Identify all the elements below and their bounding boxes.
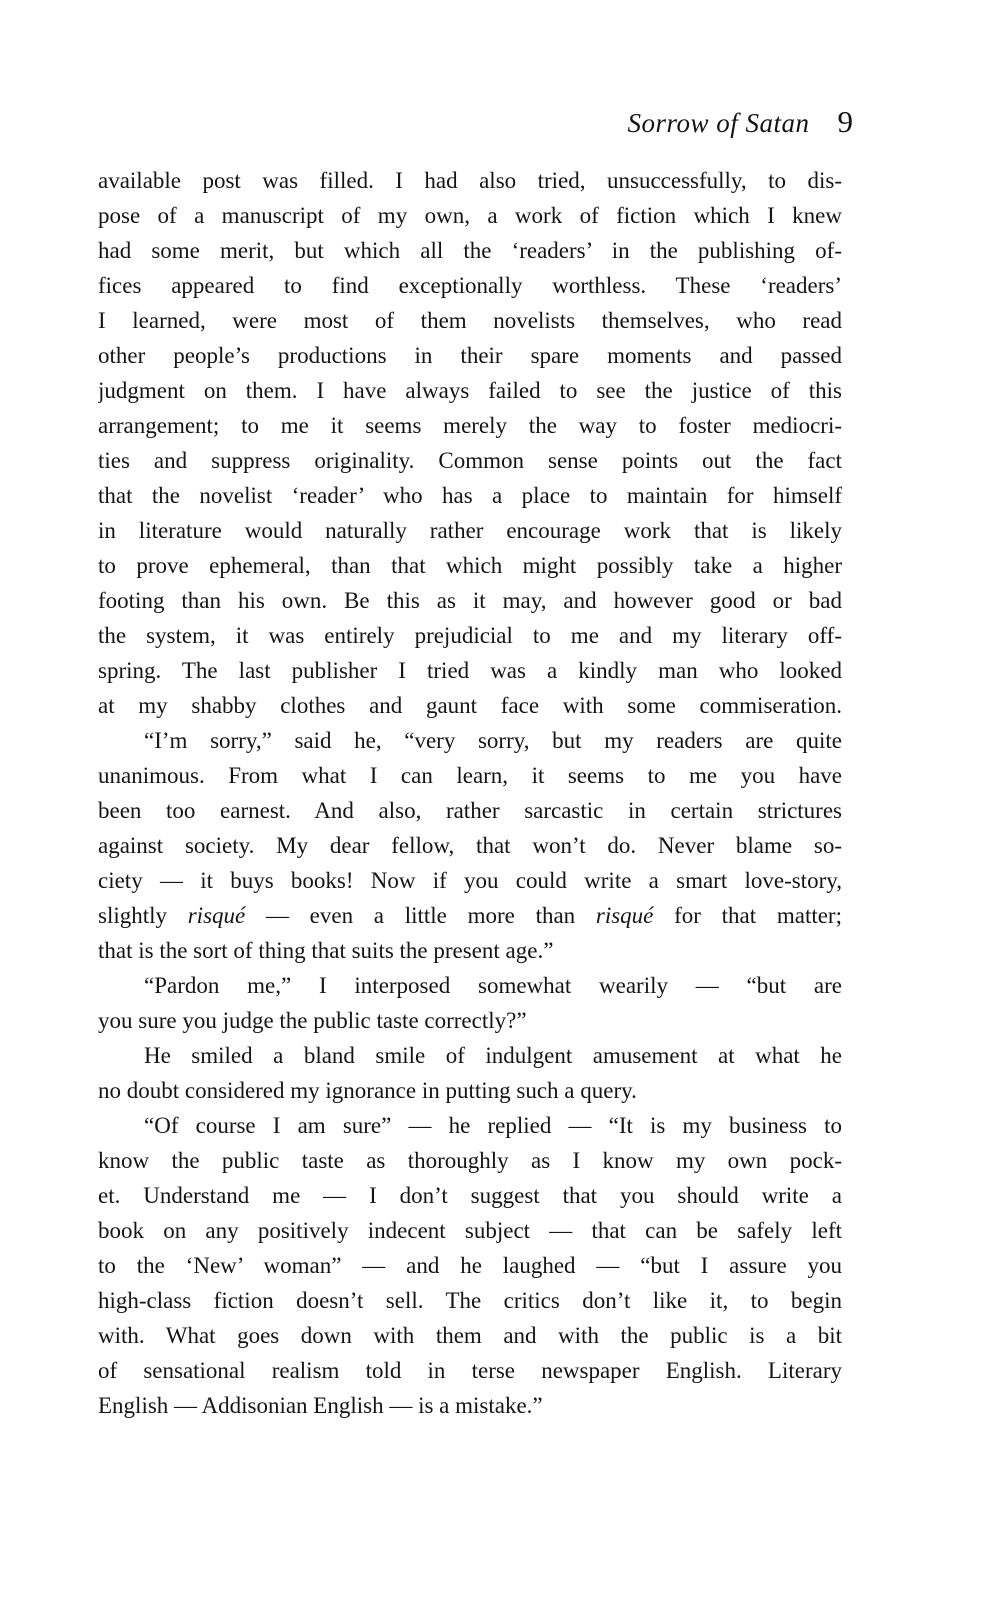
text-line: slightly risqué — even a little more than risqué for that matter;: [98, 903, 842, 928]
text-line: He smiled a bland smile of indulgent amusement at what he: [144, 1043, 842, 1068]
text-line: with. What goes down with them and with the public is a bit: [98, 1323, 842, 1348]
text-line: ciety — it buys books! Now if you could write a smart love-story,: [98, 868, 842, 893]
text-line: had some merit, but which all the ‘readers’ in the publishing of-: [98, 238, 842, 263]
text-line: that the novelist ‘reader’ who has a place to maintain for himself: [98, 483, 842, 508]
text-line: English — Addisonian English — is a mistake.”: [98, 1393, 543, 1418]
text-line: against society. My dear fellow, that won’t do. Never blame so-: [98, 833, 842, 858]
text-line: of sensational realism told in terse newspaper English. Literary: [98, 1358, 842, 1383]
text-line: “Pardon me,” I interposed somewhat wearily — “but are: [144, 973, 842, 998]
text-line: no doubt considered my ignorance in putting such a query.: [98, 1078, 637, 1103]
text-line: fices appeared to find exceptionally worthless. These ‘readers’: [98, 273, 842, 298]
page-number: 9: [837, 104, 853, 139]
text-line: arrangement; to me it seems merely the way to foster mediocri-: [98, 413, 842, 438]
text-line: I learned, were most of them novelists themselves, who read: [98, 308, 842, 333]
text-line: other people’s productions in their spare moments and passed: [98, 343, 842, 368]
text-line: spring. The last publisher I tried was a kindly man who looked: [98, 658, 842, 683]
text-line: know the public taste as thoroughly as I know my own pock-: [98, 1148, 842, 1173]
text-line: that is the sort of thing that suits the present age.”: [98, 938, 554, 963]
text-line: pose of a manuscript of my own, a work of fiction which I knew: [98, 203, 842, 228]
running-head: [98, 104, 853, 140]
text-line: available post was filled. I had also tried, unsuccessfully, to dis-: [98, 168, 842, 193]
text-line: et. Understand me — I don’t suggest that you should write a: [98, 1183, 842, 1208]
text-line: book on any positively indecent subject — that can be safely left: [98, 1218, 842, 1243]
text-line: “Of course I am sure” — he replied — “It is my business to: [144, 1113, 842, 1138]
text-line: unanimous. From what I can learn, it seems to me you have: [98, 763, 842, 788]
text-line: high-class fiction doesn’t sell. The critics don’t like it, to begin: [98, 1288, 842, 1313]
text-line: judgment on them. I have always failed to see the justice of this: [98, 378, 842, 403]
text-line: footing than his own. Be this as it may, and however good or bad: [98, 588, 842, 613]
text-line: “I’m sorry,” said he, “very sorry, but my readers are quite: [144, 728, 842, 753]
text-line: you sure you judge the public taste correctly?”: [98, 1008, 527, 1033]
text-line: to the ‘New’ woman” — and he laughed — “but I assure you: [98, 1253, 842, 1278]
text-line: at my shabby clothes and gaunt face with some commiseration.: [98, 693, 842, 718]
body-text: [98, 163, 842, 1423]
text-line: the system, it was entirely prejudicial to me and my literary off-: [98, 623, 842, 648]
text-line: in literature would naturally rather encourage work that is likely: [98, 518, 842, 543]
text-line: to prove ephemeral, than that which might possibly take a higher: [98, 553, 842, 578]
text-line: ties and suppress originality. Common sense points out the fact: [98, 448, 842, 473]
running-head-title: Sorrow of Satan: [627, 108, 810, 138]
text-line: been too earnest. And also, rather sarcastic in certain strictures: [98, 798, 842, 823]
